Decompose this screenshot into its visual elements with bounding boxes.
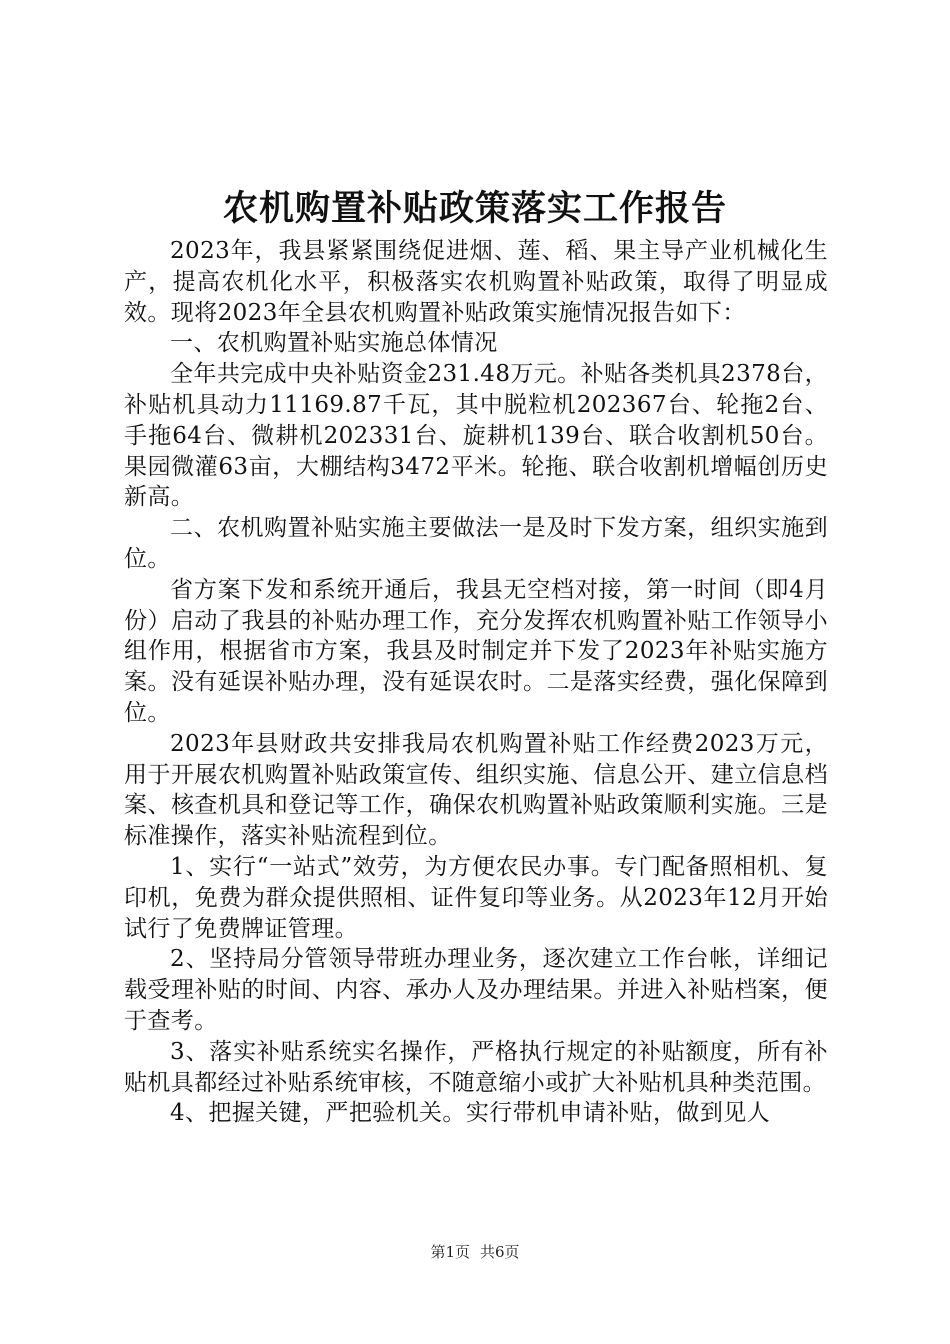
list-item-4: 4、把握关键，严把验机关。实行带机申请补贴，做到见人 xyxy=(170,1100,771,1127)
section-heading-2: 二、农机购置补贴实施主要做法一是及时下发方案，组织实施到位。 xyxy=(124,515,828,572)
list-item-2: 2、坚持局分管领导带班办理业务，逐次建立工作台帐，详细记载受理补贴的时间、内容、承办人及办理结果。并进入补贴档案，便于查考。 xyxy=(124,946,828,1034)
page-total: 共6页 xyxy=(480,1243,520,1261)
paragraph-intro: 2023年，我县紧紧围绕促进烟、莲、稻、果主导产业机械化生产，提高农机化水平，积极落实农机购置补贴政策，取得了明显成效。现将2023年全县农机购置补贴政策实施情况报告如下： xyxy=(124,238,828,326)
section-heading-1: 一、农机购置补贴实施总体情况 xyxy=(170,330,498,357)
paragraph-scheme: 省方案下发和系统开通后，我县无空档对接，第一时间（即4月份）启动了我县的补贴办理工作，充分发挥农机购置补贴工作领导小组作用，根据省市方案，我县及时制定并下发了2023年补贴实施方案。没有延误补贴办理，没有延误农时。二是落实经费，强化保障到位。 xyxy=(124,576,828,726)
list-item-1: 1、实行“一站式”效劳，为方便农民办事。专门配备照相机、复印机，免费为群众提供照相、证件复印等业务。从2023年12月开始试行了免费牌证管理。 xyxy=(124,853,828,942)
paragraph-funding: 2023年县财政共安排我局农机购置补贴工作经费2023万元，用于开展农机购置补贴政策宣传、组织实施、信息公开、建立信息档案、核查机具和登记等工作，确保农机购置补贴政策顺利实施。三是标准操作，落实补贴流程到位。 xyxy=(124,730,828,850)
document-title: 农机购置补贴政策落实工作报告 xyxy=(222,188,727,229)
paragraph-overall: 全年共完成中央补贴资金231.48万元。补贴各类机具2378台，补贴机具动力11169.87千瓦，其中脱粒机202367台、轮拖2台、手拖64台、微耕机202331台、旋耕机139台、联合收割机50台。果园微灌63亩，大棚结构3472平米。轮拖、联合收割机增幅创历史新高。 xyxy=(124,361,828,511)
document-body xyxy=(124,236,828,1129)
page-footer xyxy=(0,1242,950,1262)
page-number: 第1页 xyxy=(430,1243,470,1261)
list-item-3: 3、落实补贴系统实名操作，严格执行规定的补贴额度，所有补贴机具都经过补贴系统审核，不随意缩小或扩大补贴机具种类范围。 xyxy=(124,1038,828,1096)
